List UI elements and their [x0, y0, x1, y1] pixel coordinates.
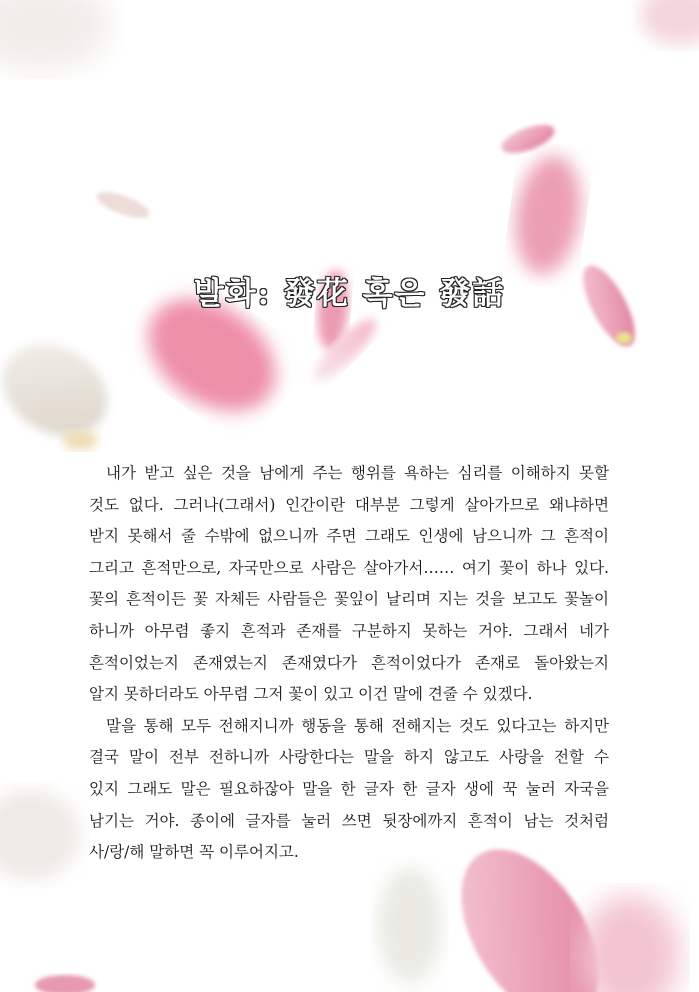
text-line: 알지 못하더라도 아무렴 그저 꽃이 있고 이건 말에 견줄 수 있겠다.: [89, 685, 533, 704]
petal: [62, 430, 98, 450]
petal: [616, 332, 632, 344]
text-line: 말을 통해 모두 전해지니까 행동을 통해 전해지는 것도 있다고는 하지만: [106, 716, 609, 735]
text-line: 내가 받고 싶은 것을 남에게 주는 행위를 욕하는 심리를 이해하지 못할: [106, 464, 609, 482]
text-line: 꽃의 흔적이든 꽃 자체든 사람들은 꽃잎이 날리며 지는 것을 보고도 꽃놀이: [89, 590, 609, 609]
text-line: 하니까 아무렴 좋지 흔적과 존재를 구분하지 못하는 거야. 그래서 네가: [89, 621, 609, 640]
text-line: 있지 그래도 말은 필요하잖아 말을 한 글자 한 글자 생에 꾹 눌러 자국을: [89, 779, 609, 798]
text-line: 흔적이었는지 존재였는지 존재였다가 흔적이었다가 존재로 돌아왔는지: [89, 653, 609, 672]
body-text: [89, 458, 609, 869]
petal: [580, 895, 680, 992]
page-title: 발화: 發花 혹은 發話: [193, 276, 506, 312]
petal: [508, 151, 588, 279]
petal: [0, 326, 124, 454]
text-line: 결국 말이 전부 전하니까 사랑한다는 말을 하지 않고도 사랑을 전할 수: [89, 748, 609, 767]
text-line: 것도 없다. 그러나(그래서) 인간이란 대부분 그렇게 살아가므로 왜냐하면: [89, 495, 609, 514]
text-line: 사/랑/해 말하면 꼭 이루어지고.: [89, 843, 299, 862]
text-line: 그리고 흔적만으로, 자국만으로 사람은 살아가서…… 여기 꽃이 하나 있다.: [89, 558, 609, 577]
petal: [640, 0, 699, 45]
petal: [94, 187, 153, 223]
petal: [0, 790, 80, 880]
petal: [378, 867, 442, 983]
petal: [0, 0, 110, 70]
petal: [498, 119, 558, 159]
text-line: 받지 못해서 줄 수밖에 없으니까 주면 그래도 인생에 남으니까 그 흔적이: [89, 527, 609, 546]
petal: [35, 975, 95, 992]
text-line: 남기는 거야. 종이에 글자를 눌러 쓰면 뒷장에까지 흔적이 남는 것처럼: [89, 811, 609, 830]
